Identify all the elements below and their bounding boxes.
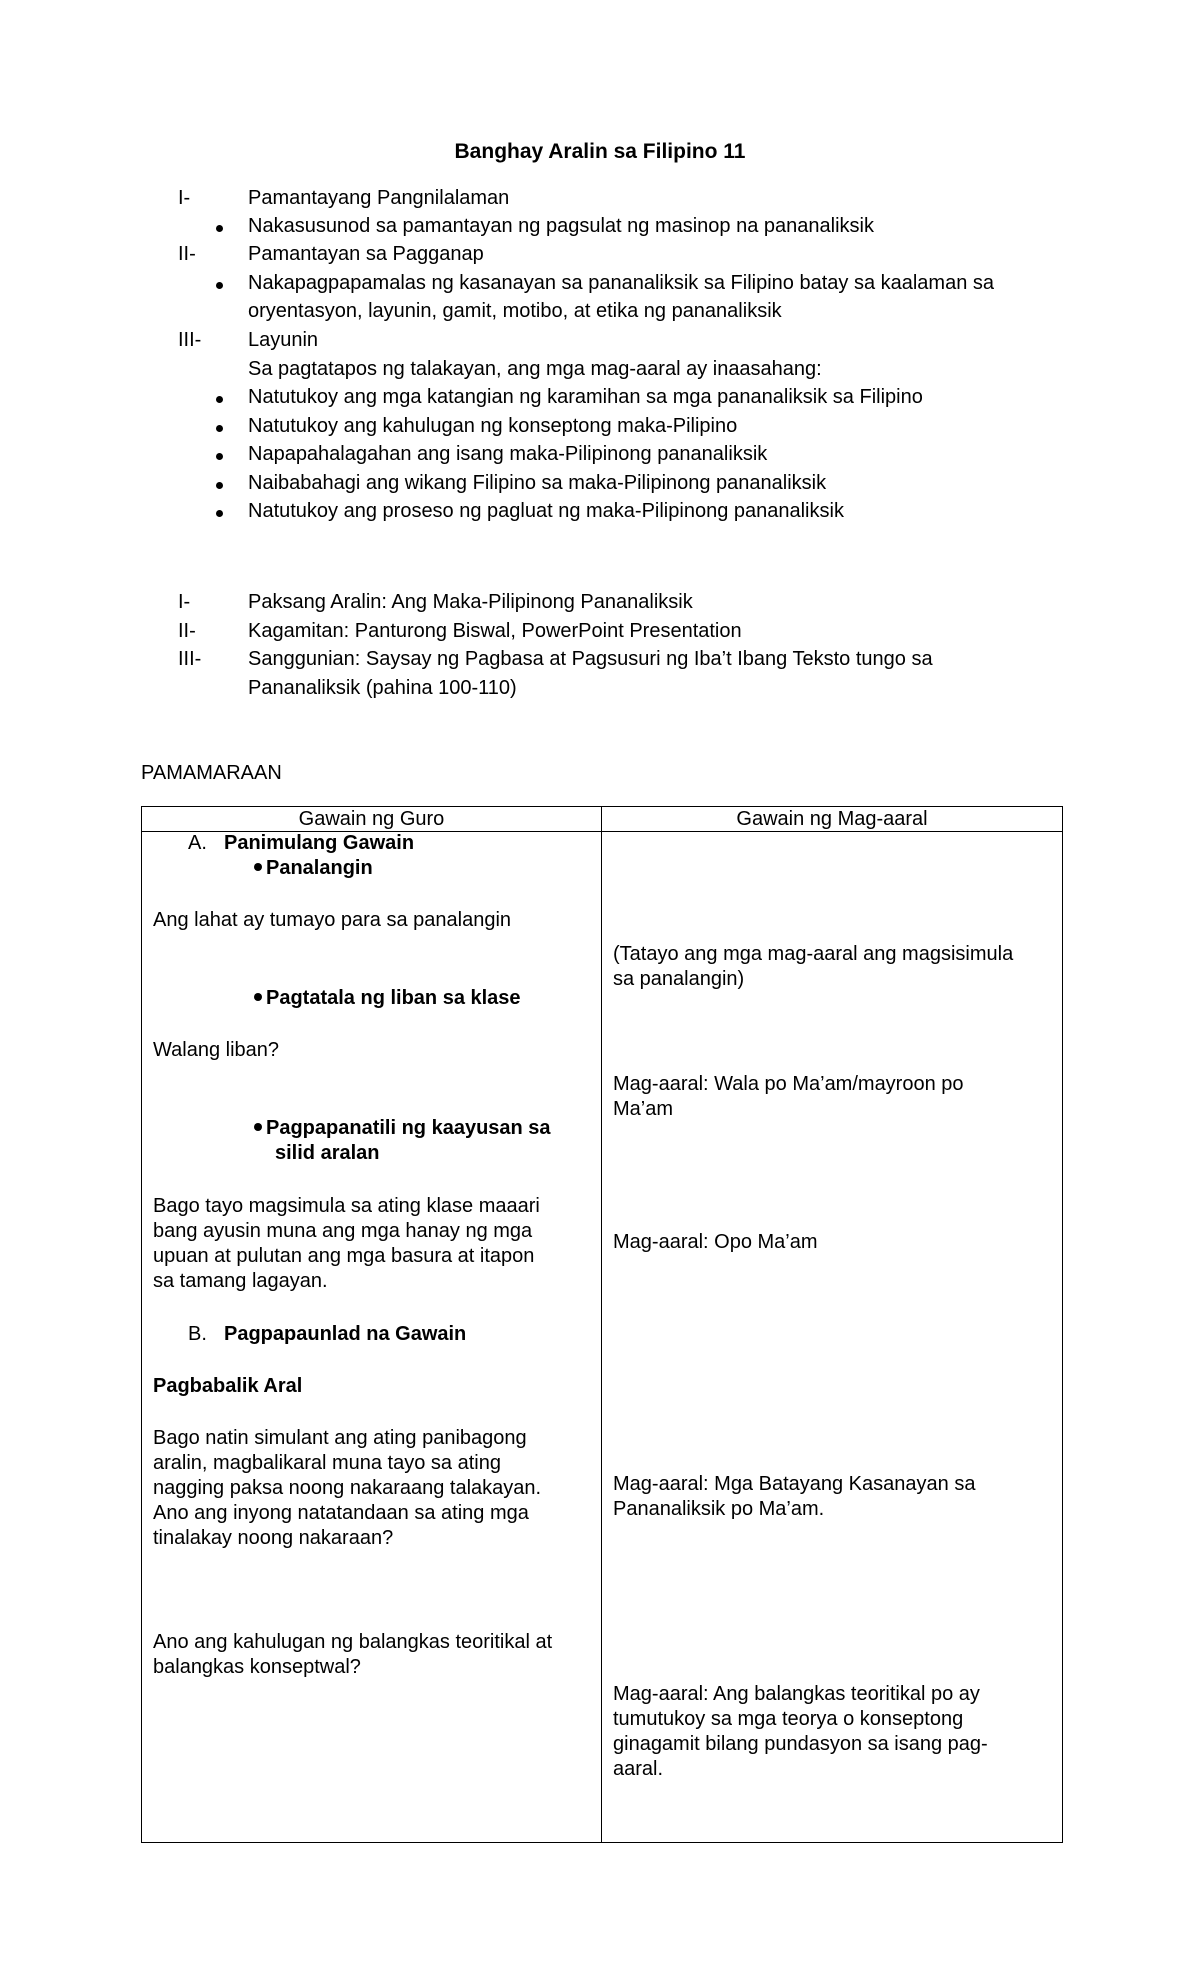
activity-label: Panalangin <box>266 857 373 879</box>
response-line: Mag-aaral: Wala po Ma’am/mayroon po <box>613 1073 964 1095</box>
question-line: balangkas konseptwal? <box>153 1656 361 1678</box>
bullet-text: Nakapagpapamalas ng kasanayan sa pananaliksik sa Filipino batay sa kaalaman sa <box>248 272 995 294</box>
response-line: Mag-aaral: Opo Ma’am <box>613 1231 818 1253</box>
subject-number: II- <box>178 620 196 642</box>
section-number: II- <box>178 243 196 265</box>
bullet-icon <box>216 396 223 403</box>
teacher-cell <box>142 832 602 1843</box>
subject-text: Kagamitan: Panturong Biswal, PowerPoint Presentation <box>248 620 742 642</box>
section-label: Pamantayan sa Pagganap <box>248 243 484 265</box>
table-header-row <box>142 807 1063 832</box>
response-line: Mag-aaral: Mga Batayang Kasanayan sa <box>613 1473 976 1495</box>
response-line: ginagamit bilang pundasyon sa isang pag- <box>613 1733 988 1755</box>
kaayusan-text-line: bang ayusin muna ang mga hanay ng mga <box>153 1220 533 1242</box>
question-line: Ano ang kahulugan ng balangkas teoritikal at <box>153 1631 553 1653</box>
balik-aral-heading: Pagbabalik Aral <box>153 1375 303 1397</box>
section-label: Layunin <box>248 329 319 351</box>
subject-text: Sanggunian: Saysay ng Pagbasa at Pagsusuri ng Iba’t Ibang Teksto tungo sa <box>248 648 933 670</box>
intro-text: Sa pagtatapos ng talakayan, ang mga mag-aaral ay inaasahang: <box>248 358 822 380</box>
subject-text-continued: Pananaliksik (pahina 100-110) <box>248 677 517 699</box>
table-row <box>142 832 1063 1843</box>
response-line: tumutukoy sa mga teorya o konseptong <box>613 1708 964 1730</box>
bullet-icon <box>254 863 262 871</box>
section-number: I- <box>178 187 191 209</box>
bullet-icon <box>216 510 223 517</box>
column-header-teacher: Gawain ng Guro <box>142 807 602 832</box>
balik-text-line: Bago natin simulant ang ating panibagong <box>153 1427 527 1449</box>
layunin-bullet: Natutukoy ang mga katangian ng karamihan sa mga pananaliksik sa Filipino <box>248 386 923 408</box>
layunin-bullet: Napapahalagahan ang isang maka-Pilipinong pananaliksik <box>248 443 768 465</box>
layunin-bullet: Natutukoy ang kahulugan ng konseptong maka-Pilipino <box>248 415 738 437</box>
part-b-letter: B. <box>188 1323 207 1345</box>
procedure-heading: PAMAMARAAN <box>141 762 282 784</box>
panalangin-text: Ang lahat ay tumayo para sa panalangin <box>153 909 512 931</box>
balik-text-line: Ano ang inyong natatandaan sa ating mga <box>153 1502 529 1524</box>
bullet-icon <box>254 993 262 1001</box>
balik-text-line: nagging paksa noong nakaraang talakayan. <box>153 1477 542 1499</box>
procedure-table <box>141 806 1063 1843</box>
bullet-icon <box>216 225 223 232</box>
response-line: Mag-aaral: Ang balangkas teoritikal po ay <box>613 1683 980 1705</box>
bullet-icon <box>254 1123 262 1131</box>
activity-pagtatala <box>254 986 521 1011</box>
bullet-text-continued: oryentasyon, layunin, gamit, motibo, at etika ng pananaliksik <box>248 300 782 322</box>
response-line: Ma’am <box>613 1098 674 1120</box>
activity-kaayusan <box>254 1116 551 1141</box>
kaayusan-text-line: Bago tayo magsimula sa ating klase maaari <box>153 1195 540 1217</box>
subject-text: Paksang Aralin: Ang Maka-Pilipinong Pananaliksik <box>248 591 693 613</box>
part-b-title: Pagpapaunlad na Gawain <box>224 1323 467 1345</box>
subject-number: III- <box>178 648 202 670</box>
kaayusan-text-line: upuan at pulutan ang mga basura at itapon <box>153 1245 535 1267</box>
kaayusan-text-line: sa tamang lagayan. <box>153 1270 328 1292</box>
bullet-icon <box>216 453 223 460</box>
column-header-student: Gawain ng Mag-aaral <box>602 807 1063 832</box>
bullet-icon <box>216 425 223 432</box>
document-title: Banghay Aralin sa Filipino 11 <box>454 140 746 163</box>
activity-label-continued: silid aralan <box>275 1142 380 1164</box>
layunin-bullet: Naibabahagi ang wikang Filipino sa maka-Pilipinong pananaliksik <box>248 472 827 494</box>
layunin-bullet: Natutukoy ang proseso ng pagluat ng maka-Pilipinong pananaliksik <box>248 500 844 522</box>
bullet-icon <box>216 482 223 489</box>
response-line: sa panalangin) <box>613 968 745 990</box>
part-a-letter: A. <box>188 832 207 854</box>
section-label: Pamantayang Pangnilalaman <box>248 187 510 209</box>
activity-label: Pagpapanatili ng kaayusan sa <box>266 1117 551 1139</box>
response-line: aaral. <box>613 1758 664 1780</box>
bullet-text: Nakasusunod sa pamantayan ng pagsulat ng masinop na pananaliksik <box>248 215 874 237</box>
subject-number: I- <box>178 591 191 613</box>
response-line: (Tatayo ang mga mag-aaral ang magsisimula <box>613 943 1014 965</box>
response-line: Pananaliksik po Ma’am. <box>613 1498 825 1520</box>
part-a-title: Panimulang Gawain <box>224 832 415 854</box>
activity-label: Pagtatala ng liban sa klase <box>266 987 521 1009</box>
section-number: III- <box>178 329 202 351</box>
activity-panalangin <box>254 856 373 881</box>
pagtatala-text: Walang liban? <box>153 1039 280 1061</box>
balik-text-line: aralin, magbalikaral muna tayo sa ating <box>153 1452 501 1474</box>
bullet-icon <box>216 282 223 289</box>
balik-text-line: tinalakay noong nakaraan? <box>153 1527 394 1549</box>
student-cell <box>602 832 1063 1843</box>
